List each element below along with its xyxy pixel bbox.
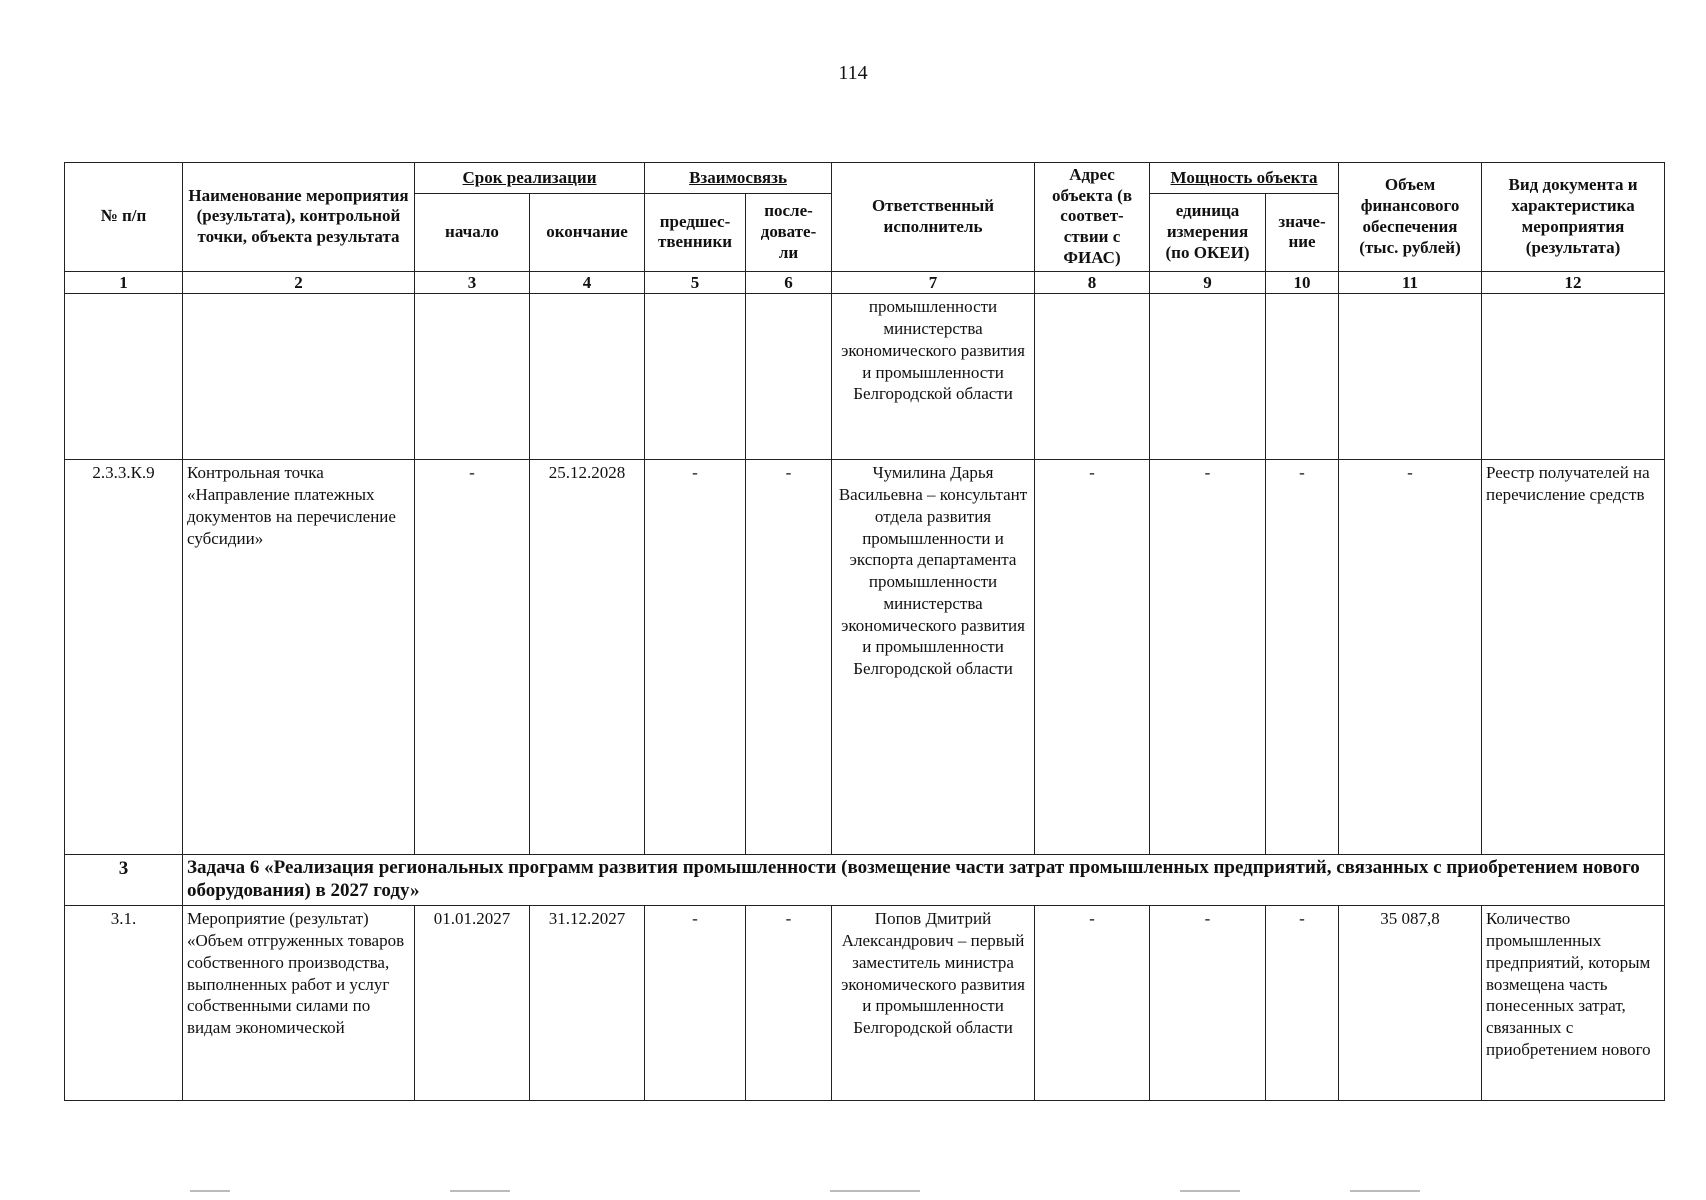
cell-responsible: промышленности министерства экономического развития и промышленности Белгородской области [832,294,1035,460]
header-doc-type: Вид документа и характеристика мероприятия (результата) [1482,163,1665,272]
scan-artifact [190,1190,230,1192]
table-row [65,906,1665,1101]
cell-finance: - [1339,460,1482,855]
cell-end: 31.12.2027 [530,906,645,1101]
column-numbers-row [65,271,1665,294]
col-number: 3 [415,271,530,294]
cell-finance: 35 087,8 [1339,906,1482,1101]
page-number: 114 [838,62,868,84]
cell-address: - [1035,460,1150,855]
cell-unit [1150,294,1266,460]
cell-start: 01.01.2027 [415,906,530,1101]
header-row-1 [65,163,1665,194]
header-rel-pred: предшес- твенники [645,194,746,272]
col-number: 1 [65,271,183,294]
cell-name: Контрольная точка «Направление платежных документов на перечисление субсидии» [183,460,415,855]
cell-pred: - [645,460,746,855]
cell-finance [1339,294,1482,460]
cell-succ: - [746,460,832,855]
cell-end: 25.12.2028 [530,460,645,855]
cell-value: - [1266,460,1339,855]
header-address: Адрес объекта (в соответ- ствии с ФИАС) [1035,163,1150,272]
cell-num: 3.1. [65,906,183,1101]
cell-name [183,294,415,460]
cell-responsible: Попов Дмитрий Александрович – первый заместитель министра экономического развития и промышленности Белгородской области [832,906,1035,1101]
cell-value: - [1266,906,1339,1101]
col-number: 8 [1035,271,1150,294]
cell-doc: Реестр получателей на перечисление средств [1482,460,1665,855]
cell-succ [746,294,832,460]
cell-num [65,294,183,460]
scan-artifact [830,1190,920,1192]
col-number: 7 [832,271,1035,294]
header-rel-succ: после- довате- ли [746,194,832,272]
col-number: 12 [1482,271,1665,294]
header-term-end: окончание [530,194,645,272]
header-cap-unit: единица измерения (по ОКЕИ) [1150,194,1266,272]
cell-num: 2.3.3.К.9 [65,460,183,855]
table-row [65,294,1665,460]
task-num: 3 [65,855,183,906]
cell-pred [645,294,746,460]
header-num: № п/п [65,163,183,272]
cell-start: - [415,460,530,855]
cell-pred: - [645,906,746,1101]
table-row [65,460,1665,855]
scan-artifact [1350,1190,1420,1192]
cell-doc: Количество промышленных предприятий, которым возмещена часть понесенных затрат, связанных с приобретением нового [1482,906,1665,1101]
header-relation: Взаимосвязь [645,163,832,194]
cell-start [415,294,530,460]
cell-end [530,294,645,460]
header-cap-value: значе- ние [1266,194,1339,272]
col-number: 10 [1266,271,1339,294]
cell-name: Мероприятие (результат) «Объем отгруженных товаров собственного производства, выполненных работ и услуг собственными силами по видам экономической [183,906,415,1101]
header-name: Наименование мероприятия (результата), контрольной точки, объекта результата [183,163,415,272]
task-row [65,855,1665,906]
activities-table [64,162,1665,1101]
cell-unit: - [1150,906,1266,1101]
scan-artifact [1180,1190,1240,1192]
cell-address: - [1035,906,1150,1101]
cell-doc [1482,294,1665,460]
cell-succ: - [746,906,832,1101]
col-number: 9 [1150,271,1266,294]
col-number: 2 [183,271,415,294]
header-term-start: начало [415,194,530,272]
header-finance: Объем финансового обеспечения (тыс. рублей) [1339,163,1482,272]
cell-unit: - [1150,460,1266,855]
cell-value [1266,294,1339,460]
header-responsible: Ответственный исполнитель [832,163,1035,272]
col-number: 5 [645,271,746,294]
col-number: 4 [530,271,645,294]
header-capacity: Мощность объекта [1150,163,1339,194]
cell-responsible: Чумилина Дарья Васильевна – консультант отдела развития промышленности и экспорта департамента промышленности министерства экономического развития и промышленности Белгородской области [832,460,1035,855]
header-term: Срок реализации [415,163,645,194]
col-number: 11 [1339,271,1482,294]
task-title: Задача 6 «Реализация региональных программ развития промышленности (возмещение части затрат промышленных предприятий, связанных с приобретением нового оборудования) в 2027 году» [183,855,1665,906]
cell-address [1035,294,1150,460]
col-number: 6 [746,271,832,294]
scan-artifact [450,1190,510,1192]
